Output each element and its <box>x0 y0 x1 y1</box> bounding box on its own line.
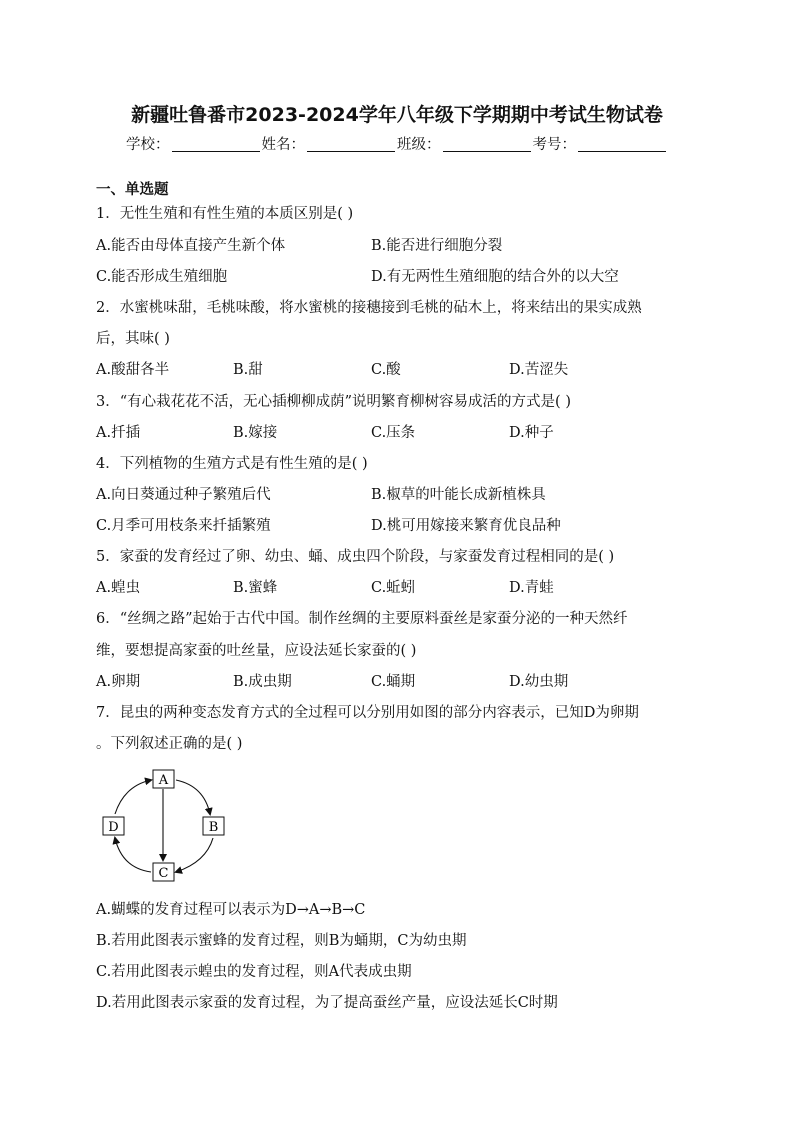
question-7-option-b[interactable]: B.若用此图表示蜜蜂的发育过程，则B为蛹期，C为幼虫期 <box>96 933 467 949</box>
school-blank[interactable] <box>172 151 260 152</box>
question-5-option-c[interactable]: C.蚯蚓 <box>371 580 416 596</box>
question-6-option-d[interactable]: D.幼虫期 <box>509 674 569 690</box>
node-b <box>203 817 224 835</box>
question-3-stem: 3．“有心栽花花不活，无心插柳柳成荫”说明繁育柳树容易成活的方式是( ) <box>96 394 571 410</box>
question-3-option-a[interactable]: A.扦插 <box>96 425 141 441</box>
node-d-label: D <box>108 820 119 835</box>
node-b-label: B <box>208 820 219 835</box>
arrow-a-to-b <box>176 780 210 814</box>
question-6-option-b[interactable]: B.成虫期 <box>233 674 292 690</box>
question-6-stem-line-2: 维，要想提高家蚕的吐丝量，应设法延长家蚕的( ) <box>96 643 417 659</box>
question-4-option-b[interactable]: B.椒草的叶能长成新植株具 <box>371 487 546 503</box>
question-1-option-b[interactable]: B.能否进行细胞分裂 <box>371 238 503 254</box>
node-c <box>153 863 174 881</box>
question-7-option-a[interactable]: A.蝴蝶的发育过程可以表示为D→A→B→C <box>96 902 366 918</box>
number-label: 考号： <box>532 137 576 153</box>
node-a <box>153 770 174 788</box>
question-3-option-d[interactable]: D.种子 <box>509 425 554 441</box>
insect-development-cycle-diagram <box>96 764 236 888</box>
question-3-option-c[interactable]: C.压条 <box>371 425 416 441</box>
school-field[interactable] <box>126 135 262 155</box>
question-5-option-a[interactable]: A.蝗虫 <box>96 580 141 596</box>
question-3-option-b[interactable]: B.嫁接 <box>233 425 278 441</box>
question-4-option-d[interactable]: D.桃可用嫁接来繁育优良品种 <box>371 518 561 534</box>
section-title: 一、单选题 <box>96 182 169 198</box>
school-label: 学校： <box>126 137 170 153</box>
class-label: 班级： <box>397 137 441 153</box>
node-a-label: A <box>158 773 169 788</box>
name-blank[interactable] <box>307 151 395 152</box>
name-field[interactable] <box>262 135 398 155</box>
question-7-option-c[interactable]: C.若用此图表示蝗虫的发育过程，则A代表成虫期 <box>96 964 412 980</box>
question-7-stem-line-2: 。下列叙述正确的是( ) <box>96 736 243 752</box>
question-1-option-d[interactable]: D.有无两性生殖细胞的结合外的以大空 <box>371 269 619 285</box>
question-4-option-c[interactable]: C.月季可用枝条来扦插繁殖 <box>96 518 271 534</box>
question-6-stem-line-1: 6．“丝绸之路”起始于古代中国。制作丝绸的主要原料蚕丝是家蚕分泌的一种天然纤 <box>96 611 628 627</box>
question-7-option-d[interactable]: D.若用此图表示家蚕的发育过程，为了提高蚕丝产量，应设法延长C时期 <box>96 995 558 1011</box>
question-2-option-a[interactable]: A.酸甜各半 <box>96 362 170 378</box>
class-field[interactable] <box>397 135 533 155</box>
question-2-option-b[interactable]: B.甜 <box>233 362 263 378</box>
arrow-c-to-d <box>115 838 151 872</box>
question-5-option-d[interactable]: D.青蛙 <box>509 580 554 596</box>
name-label: 姓名： <box>261 137 305 153</box>
number-blank[interactable] <box>578 151 666 152</box>
student-info-line <box>0 135 794 155</box>
class-blank[interactable] <box>443 151 531 152</box>
question-2-option-d[interactable]: D.苦涩失 <box>509 362 569 378</box>
question-5-stem: 5．家蚕的发育经过了卵、幼虫、蛹、成虫四个阶段，与家蚕发育过程相同的是( ) <box>96 549 615 565</box>
question-4-stem: 4．下列植物的生殖方式是有性生殖的是( ) <box>96 456 368 472</box>
question-1-option-c[interactable]: C.能否形成生殖细胞 <box>96 269 228 285</box>
question-7-stem-line-1: 7．昆虫的两种变态发育方式的全过程可以分别用如图的部分内容表示，已知D为卵期 <box>96 705 639 721</box>
question-2-stem-line-2: 后，其味( ) <box>96 331 170 347</box>
question-6-option-c[interactable]: C.蛹期 <box>371 674 416 690</box>
exam-title: 新疆吐鲁番市2023-2024学年八年级下学期期中考试生物试卷 <box>131 104 663 126</box>
question-1-option-a[interactable]: A.能否由母体直接产生新个体 <box>96 238 286 254</box>
node-c-label: C <box>158 866 169 881</box>
node-d <box>103 817 124 835</box>
question-4-option-a[interactable]: A.向日葵通过种子繁殖后代 <box>96 487 271 503</box>
question-2-stem-line-1: 2．水蜜桃味甜，毛桃味酸，将水蜜桃的接穗接到毛桃的砧木上，将来结出的果实成熟 <box>96 300 642 316</box>
question-2-option-c[interactable]: C.酸 <box>371 362 401 378</box>
arrow-d-to-a <box>115 780 151 814</box>
number-field[interactable] <box>533 135 669 155</box>
arrow-b-to-c <box>176 838 213 872</box>
question-5-option-b[interactable]: B.蜜蜂 <box>233 580 278 596</box>
question-6-option-a[interactable]: A.卵期 <box>96 674 141 690</box>
question-1-stem: 1．无性生殖和有性生殖的本质区别是( ) <box>96 206 354 222</box>
